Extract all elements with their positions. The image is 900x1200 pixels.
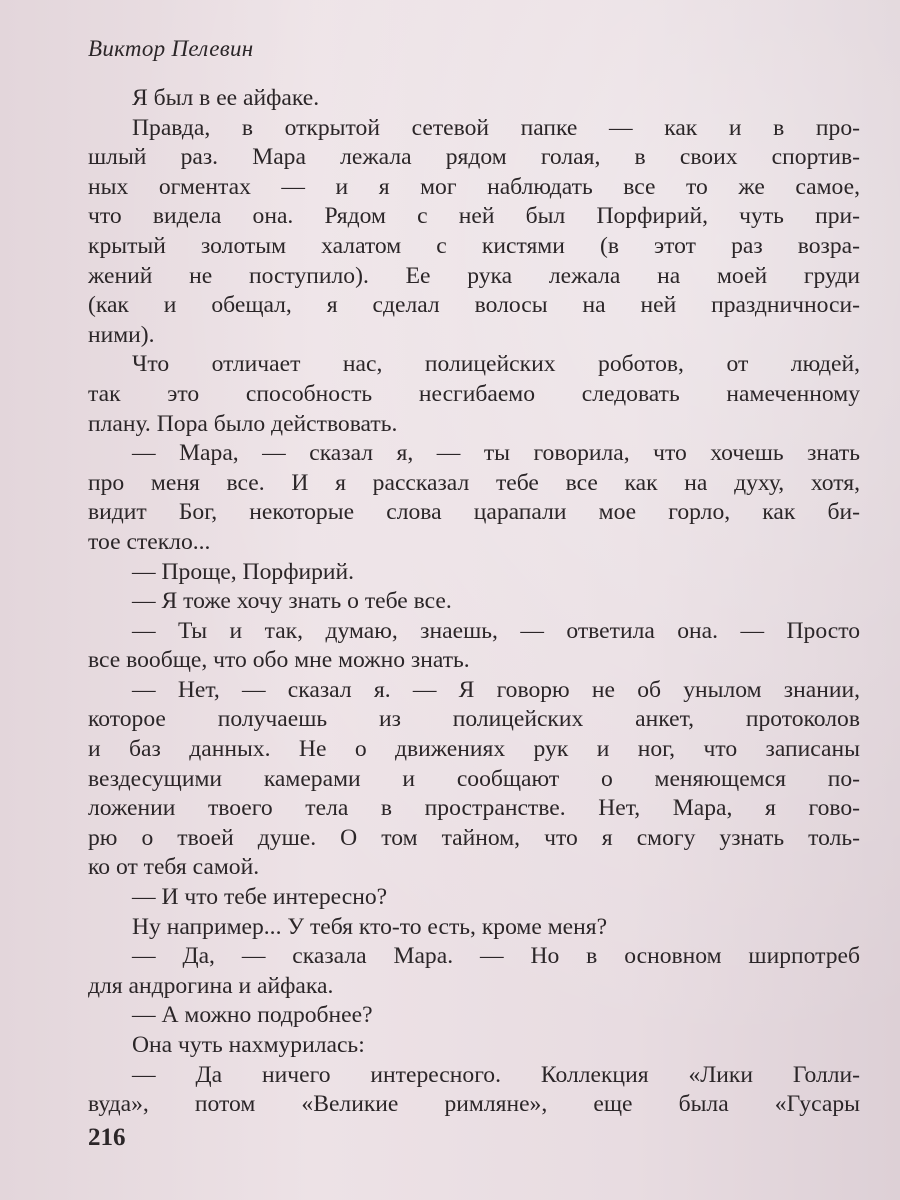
text-line: ко от тебя самой. (88, 854, 260, 881)
text-line: Я был в ее айфаке. (132, 85, 320, 111)
text-line: ложении твоего тела в пространстве. Нет, Мара, я гово- (88, 795, 860, 822)
text-line: Ну например... У тебя кто-то есть, кроме меня? (132, 913, 608, 940)
text-line: Она чуть нахмурилась: (132, 1032, 365, 1058)
text-line: видит Бог, некоторые слова царапали мое горло, как би- (88, 499, 860, 526)
text-line: жений не поступило). Ее рука лежала на моей груди (88, 262, 860, 289)
text-line: крытый золотым халатом с кистями (в этот раз возра- (88, 232, 860, 259)
page-number: 216 (88, 1124, 126, 1151)
text-line: — Да, — сказала Мара. — Но в основном ширпотреб (132, 943, 860, 970)
text-line: — Ты и так, думаю, знаешь, — ответила она. — Просто (132, 617, 860, 644)
text-line: — Нет, — сказал я. — Я говорю не об унылом знании, (132, 676, 860, 703)
text-line: Что отличает нас, полицейских роботов, от людей, (132, 351, 860, 378)
text-line: тое стекло... (88, 528, 211, 555)
text-line: для андрогина и айфака. (88, 972, 334, 999)
text-line: что видела она. Рядом с ней был Порфирий, чуть при- (88, 203, 860, 230)
text-line: — Проще, Порфирий. (132, 558, 355, 585)
text-line: — И что тебе интересно? (132, 884, 388, 911)
text-line: — Я тоже хочу знать о тебе все. (132, 588, 452, 615)
text-line: вездесущими камерами и сообщают о меняющемся по- (88, 765, 860, 792)
running-head: Виктор Пелевин (88, 36, 254, 61)
text-line: — А можно подробнее? (132, 1002, 373, 1029)
text-line: плану. Пора было действовать. (88, 410, 398, 437)
text-line: — Да ничего интересного. Коллекция «Лики Голли- (132, 1061, 860, 1088)
text-line: так это способность несгибаемо следовать намеченному (88, 380, 860, 407)
body-text (88, 84, 860, 1120)
text-line: — Мара, — сказал я, — ты говорила, что хочешь знать (132, 440, 860, 467)
text-line: ных огментах — и я мог наблюдать все то же самое, (88, 173, 860, 200)
text-line: (как и обещал, я сделал волосы на ней праздничноси- (88, 292, 860, 319)
text-line: Правда, в открытой сетевой папке — как и в про- (132, 114, 860, 141)
text-line: которое получаешь из полицейских анкет, протоколов (88, 706, 860, 733)
text-line: про меня все. И я рассказал тебе все как на духу, хотя, (88, 469, 860, 496)
text-line: шлый раз. Мара лежала рядом голая, в своих спортив- (88, 144, 860, 171)
text-line: и баз данных. Не о движениях рук и ног, что записаны (88, 736, 860, 763)
text-line: рю о твоей душе. О том тайном, что я смогу узнать толь- (88, 824, 860, 851)
text-line: ними). (88, 321, 155, 348)
text-line: все вообще, что обо мне можно знать. (88, 647, 470, 674)
text-line: вуда», потом «Великие римляне», еще была «Гусары (88, 1091, 860, 1118)
